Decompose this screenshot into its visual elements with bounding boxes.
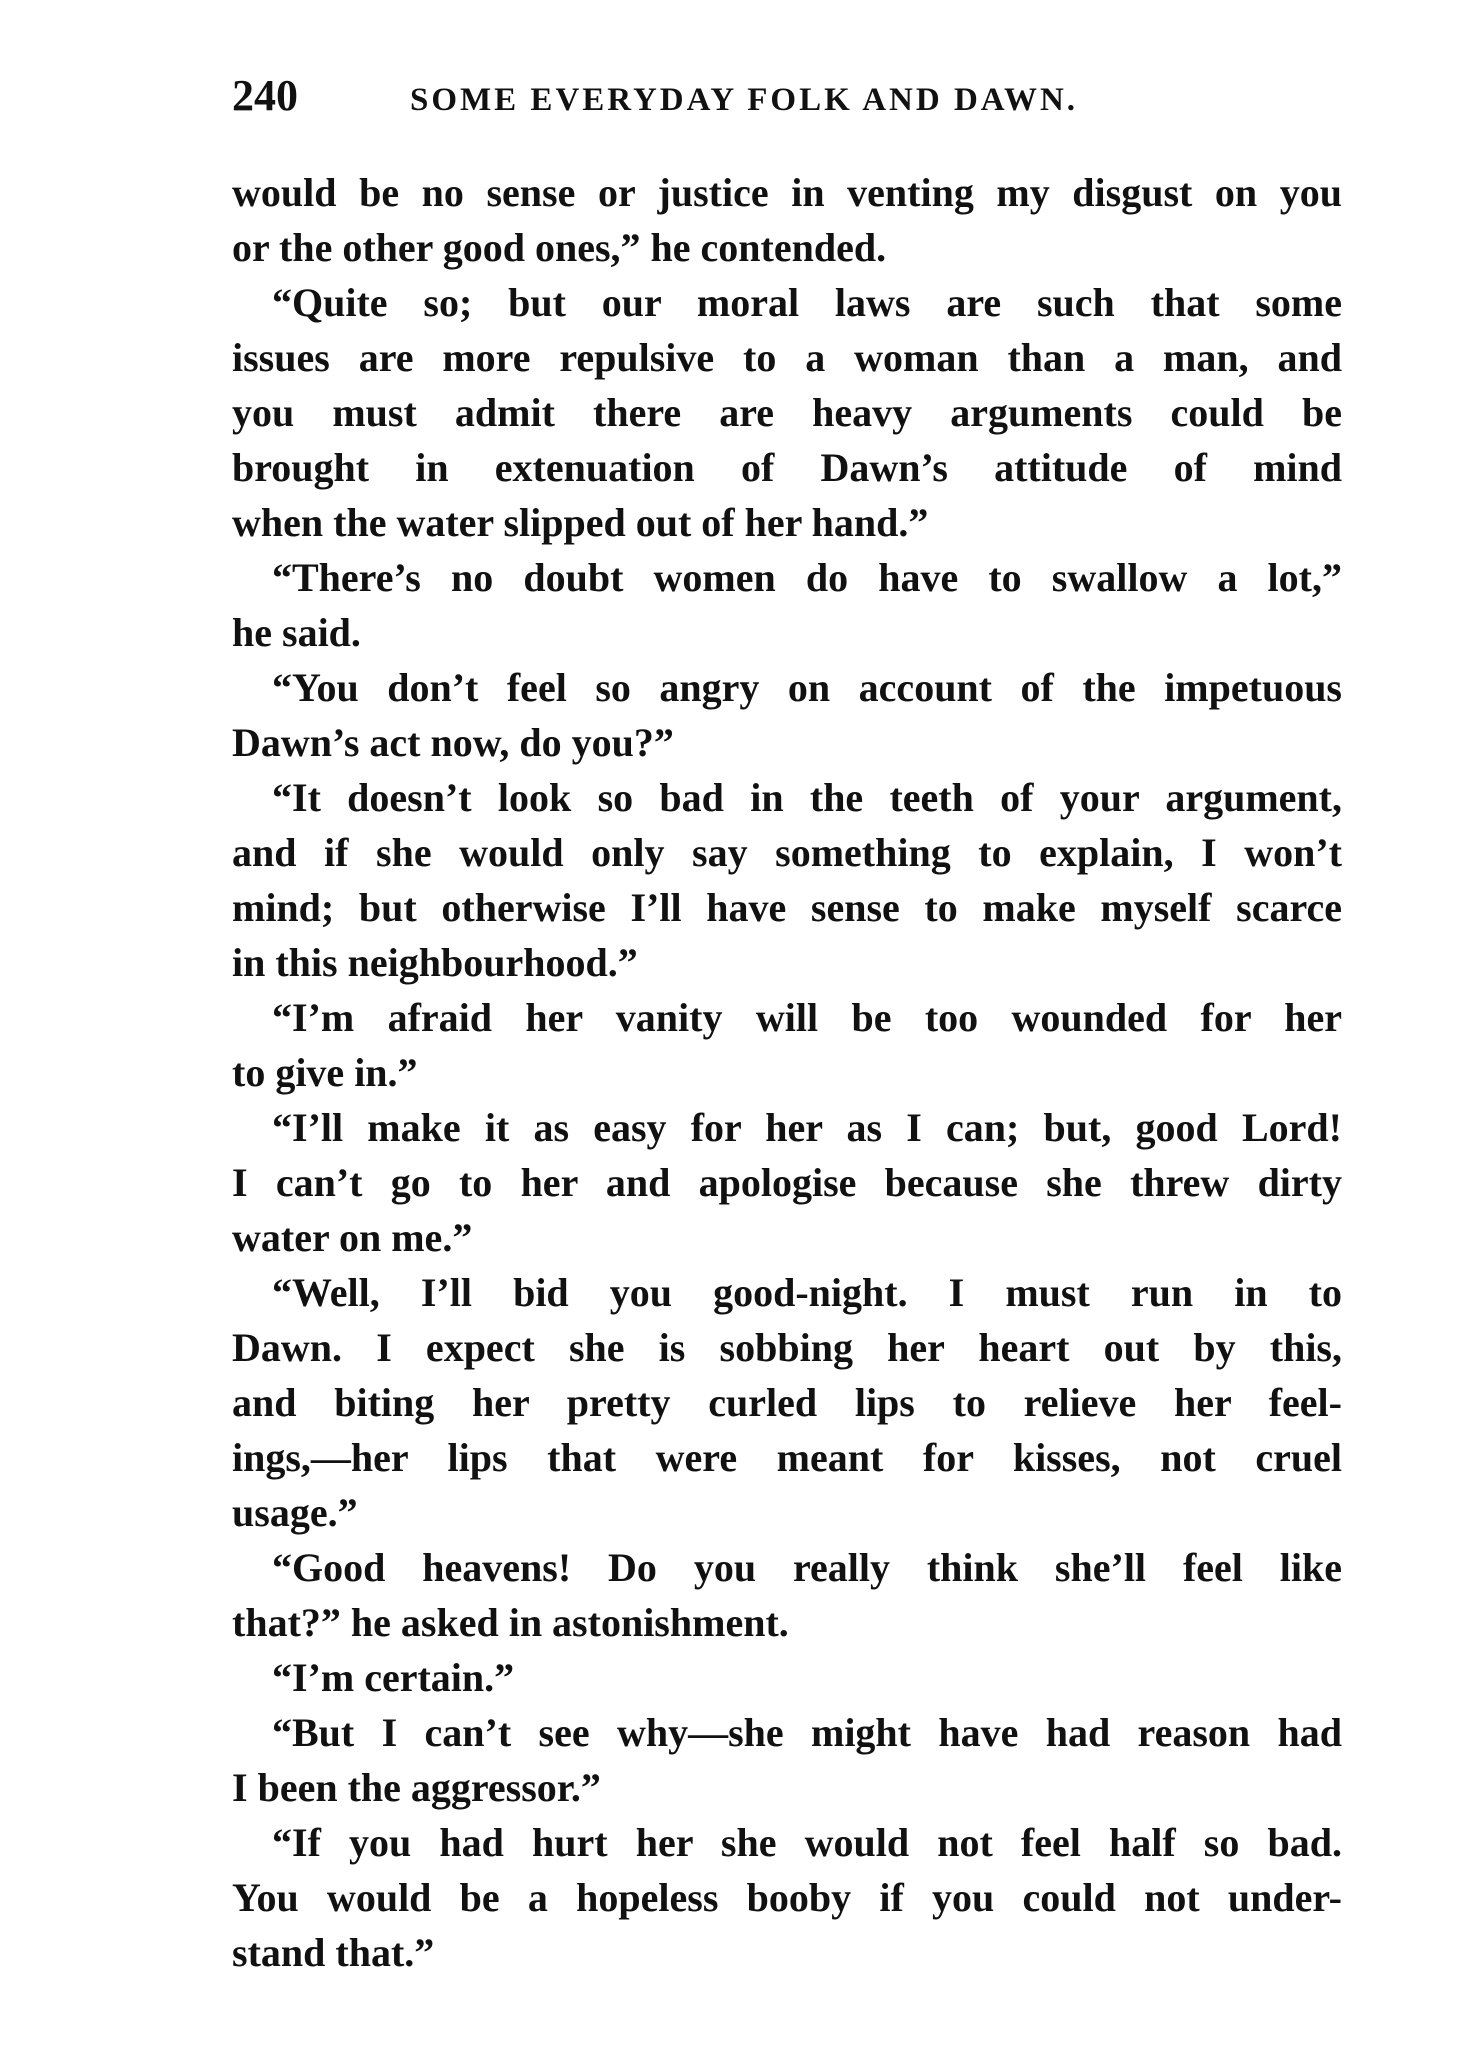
running-title: SOME EVERYDAY FOLK AND DAWN. bbox=[410, 82, 1079, 118]
text-line: “I’m afraid her vanity will be too wounded for her bbox=[272, 995, 1342, 1040]
text-line: issues are more repulsive to a woman than a man, and bbox=[232, 335, 1342, 380]
text-line: “If you had hurt her she would not feel half so bad. bbox=[272, 1820, 1342, 1865]
text-line: I can’t go to her and apologise because she threw dirty bbox=[232, 1160, 1342, 1205]
text-line: “I’m certain.” bbox=[272, 1655, 515, 1700]
text-line: he said. bbox=[232, 610, 361, 655]
text-line: “Quite so; but our moral laws are such that some bbox=[272, 280, 1342, 325]
text-line: “Good heavens! Do you really think she’ll feel like bbox=[272, 1545, 1342, 1590]
page-number: 240 bbox=[232, 71, 298, 120]
text-line: to give in.” bbox=[232, 1050, 418, 1095]
text-line: “I’ll make it as easy for her as I can; but, good Lord! bbox=[272, 1105, 1342, 1150]
text-line: ings,—her lips that were meant for kisses, not cruel bbox=[232, 1435, 1342, 1480]
text-line: Dawn’s act now, do you?” bbox=[232, 720, 674, 765]
text-line: brought in extenuation of Dawn’s attitude of mind bbox=[232, 445, 1342, 490]
text-line: I been the aggressor.” bbox=[232, 1765, 601, 1810]
body-text bbox=[232, 165, 1342, 1980]
text-line: that?” he asked in astonishment. bbox=[232, 1600, 789, 1645]
text-line: when the water slipped out of her hand.” bbox=[232, 500, 929, 545]
text-line: and biting her pretty curled lips to relieve her feel- bbox=[232, 1380, 1342, 1425]
text-line: stand that.” bbox=[232, 1930, 435, 1975]
page-header bbox=[232, 66, 1342, 126]
text-line: “You don’t feel so angry on account of the impetuous bbox=[272, 665, 1342, 710]
text-line: in this neighbourhood.” bbox=[232, 940, 638, 985]
text-line: “But I can’t see why—she might have had reason had bbox=[272, 1710, 1342, 1755]
text-line: would be no sense or justice in venting my disgust on you bbox=[232, 170, 1342, 215]
text-line: usage.” bbox=[232, 1490, 358, 1535]
text-line: “There’s no doubt women do have to swallow a lot,” bbox=[272, 555, 1342, 600]
text-line: You would be a hopeless booby if you could not under- bbox=[232, 1875, 1342, 1920]
text-line: water on me.” bbox=[232, 1215, 473, 1260]
text-line: “Well, I’ll bid you good-night. I must run in to bbox=[272, 1270, 1342, 1315]
text-line: “It doesn’t look so bad in the teeth of your argument, bbox=[272, 775, 1342, 820]
text-line: mind; but otherwise I’ll have sense to make myself scarce bbox=[232, 885, 1342, 930]
text-line: you must admit there are heavy arguments could be bbox=[232, 390, 1342, 435]
text-line: Dawn. I expect she is sobbing her heart out by this, bbox=[232, 1325, 1342, 1370]
text-line: or the other good ones,” he contended. bbox=[232, 225, 887, 270]
text-line: and if she would only say something to explain, I won’t bbox=[232, 830, 1342, 875]
